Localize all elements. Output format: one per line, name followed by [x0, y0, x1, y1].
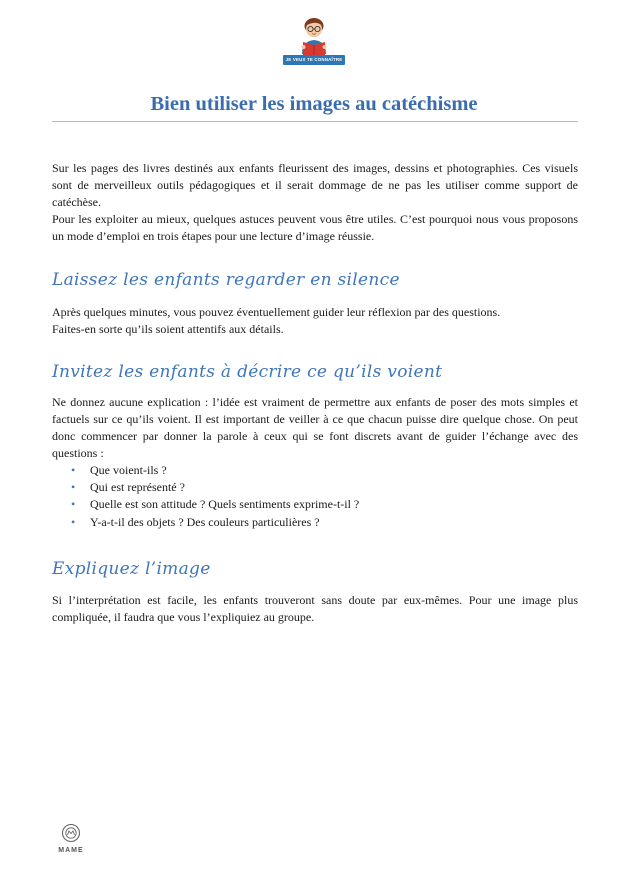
intro: [52, 160, 578, 245]
list-item: [52, 514, 578, 531]
list-item: [52, 479, 578, 496]
list-item: [52, 462, 578, 479]
list-item-text: Qui est représenté ?: [90, 480, 185, 495]
bullet-dot: •: [71, 480, 76, 495]
logo-badge: JE VEUX TE CONNAÎTRE: [283, 55, 345, 65]
intro-paragraph-1: Sur les pages des livres destinés aux enfants fleurissent des images, dessins et photographies. Ces visuels sont de merveilleux outils pédagogiques et il serait dommage de ne pas les utiliser comme support de catéchèse.: [52, 161, 578, 209]
page-title: Bien utiliser les images au catéchisme: [150, 93, 478, 115]
bullet-dot: •: [71, 497, 76, 512]
footer-logo: [52, 823, 90, 859]
section-1-heading: Laissez les enfants regarder en silence: [52, 270, 400, 290]
intro-paragraph-2: Pour les exploiter au mieux, quelques astuces peuvent vous être utiles. C’est pourquoi nous vous proposons un mode d’emploi en trois étapes pour une lecture d’image réussie.: [52, 212, 578, 243]
bullet-dot: •: [71, 463, 76, 477]
footer-logo-text: MAME: [58, 847, 84, 854]
section-2-text: Ne donnez aucune explication : l’idée est vraiment de permettre aux enfants de poser des mots simples et factuels sur ce qu’ils voient. Il est important de veiller à ce que chacun puisse dire quelque chose. On peut donc commencer par donner la parole à ceux qui se font discrets avant de guider l’échange avec des questions :: [52, 395, 578, 460]
section-1-body: [52, 304, 578, 338]
section-1-line-1: Après quelques minutes, vous pouvez éventuellement guider leur réflexion par des questions.: [52, 305, 501, 319]
section-2-heading: Invitez les enfants à décrire ce qu’ils voient: [52, 362, 443, 382]
reading-boy-icon: [282, 14, 346, 58]
list-item-text: Que voient-ils ?: [90, 463, 167, 477]
bullet-dot: •: [71, 514, 76, 529]
mame-emblem-icon: [52, 823, 90, 845]
title-divider: [52, 121, 578, 122]
header-logo: [282, 14, 346, 66]
list-item-text: Y-a-t-il des objets ? Des couleurs particulières ?: [90, 514, 320, 529]
section-1-line-2: Faites-en sorte qu’ils soient attentifs aux détails.: [52, 322, 284, 336]
list-item: [52, 496, 578, 513]
section-3-heading: Expliquez l’image: [52, 559, 211, 579]
list-item-text: Quelle est son attitude ? Quels sentiments exprime-t-il ?: [90, 497, 360, 512]
section-3-text: Si l’interprétation est facile, les enfants trouveront sans doute par eux-mêmes. Pour une image plus compliquée, il faudra que vous l’expliquiez au groupe.: [52, 593, 578, 624]
section-3-body: [52, 592, 578, 626]
section-2-body: [52, 394, 578, 531]
question-list: [52, 462, 578, 531]
